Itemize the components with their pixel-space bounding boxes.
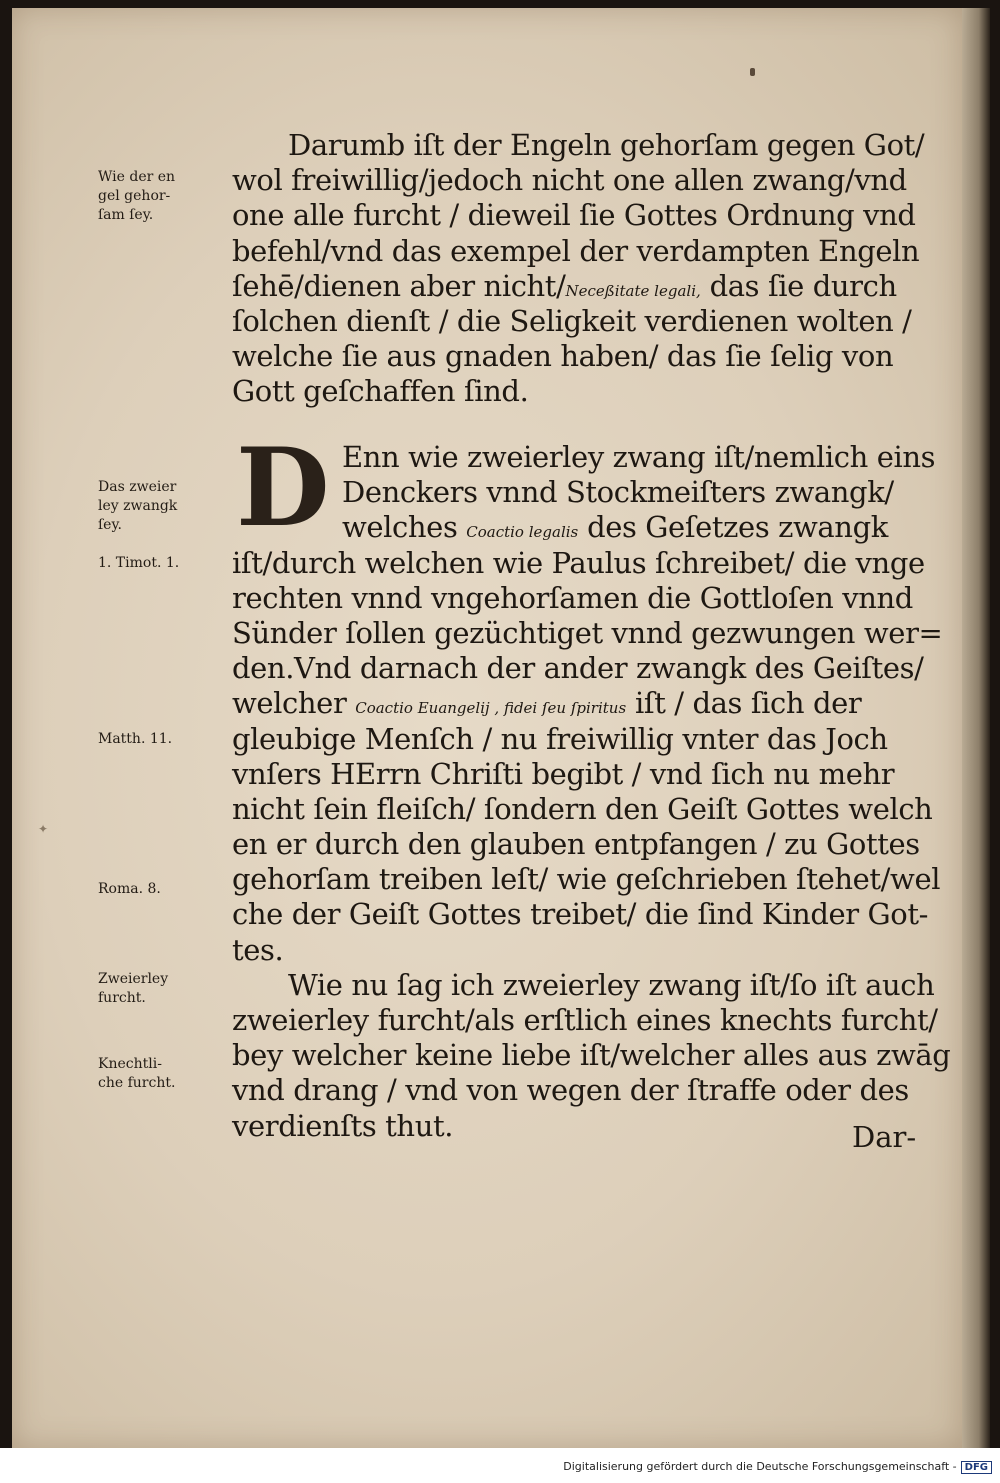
catchword: Dar- <box>852 1120 917 1154</box>
text-line <box>232 686 952 721</box>
marginal-line: furcht. <box>98 990 146 1006</box>
latin-gloss: Coactio Euangelij , fidei ſeu ſpiritus <box>355 699 627 718</box>
text-line: wol freiwillig/jedoch nicht one allen zwang/vnd <box>232 163 907 198</box>
marginal-line: gel gehor- <box>98 188 171 204</box>
text-line: Gott geſchaffen ſind. <box>232 374 529 409</box>
marginal-line: Knechtli- <box>98 1056 162 1072</box>
marginal-note <box>98 168 228 225</box>
text-line: gehorſam treiben leſt/ wie geſchrieben ſtehet/wel <box>232 862 941 897</box>
latin-gloss: Neceßitate legali, <box>565 281 701 300</box>
text-line: bey welcher keine liebe iſt/welcher alles aus zwāg <box>232 1038 951 1073</box>
text-line: che der Geiſt Gottes treibet/ die ſind Kinder Got- <box>232 897 929 932</box>
paragraph-1 <box>232 128 952 410</box>
text-fragment: welches <box>342 510 467 545</box>
text-line: nicht ſein fleiſch/ ſondern den Geiſt Gottes welch <box>232 791 933 826</box>
ink-speck <box>750 68 755 76</box>
text-line: tes. <box>232 932 284 967</box>
text-line: iſt/durch welchen wie Paulus ſchreibet/ die vnge <box>232 545 925 580</box>
text-fragment: ſehē/dienen aber nicht/ <box>232 268 566 303</box>
marginal-line: Zweierley <box>98 971 169 987</box>
marginal-note <box>98 1055 228 1093</box>
text-line: rechten vnnd vngehorſamen die Gottloſen vnnd <box>232 580 913 615</box>
page-edge <box>962 8 990 1448</box>
decorated-initial: D <box>236 425 330 551</box>
text-line: vnd drang / vnd von wegen der ſtraffe oder des <box>232 1073 909 1108</box>
text-line: befehl/vnd das exempel der verdampten Engeln <box>232 233 920 268</box>
ink-smudge: ✦ <box>38 822 49 836</box>
marginal-note <box>98 970 228 1008</box>
text-line: Darumb iſt der Engeln gehorſam gegen Got/ <box>288 128 925 162</box>
text-line: vnſers HErrn Chriſti begibt / vnd ſich nu mehr <box>232 756 895 791</box>
funding-footer <box>563 1460 992 1474</box>
text-line: Denckers vnnd Stockmeiſters zwangk/ <box>342 475 894 510</box>
text-fragment: des Geſetzes zwangk <box>578 510 888 545</box>
paragraph-2 <box>232 425 952 1144</box>
text-line: Wie nu ſag ich zweierley zwang iſt/ſo iſt auch <box>288 967 935 1002</box>
text-fragment: iſt / das ſich der <box>626 686 862 721</box>
text-line <box>232 510 952 545</box>
footer-text: Digitalisierung gefördert durch die Deutsche Forschungsgemeinschaft - <box>563 1460 957 1473</box>
marginal-reference: 1. Timot. 1. <box>98 555 180 571</box>
text-fragment: das ſie durch <box>700 268 897 303</box>
marginal-reference: Matth. 11. <box>98 731 173 747</box>
marginal-reference: Roma. 8. <box>98 881 161 897</box>
text-line: one alle furcht / dieweil ſie Gottes Ordnung vnd <box>232 198 916 233</box>
text-line: Sünder ſollen gezüchtiget vnnd gezwungen wer= <box>232 615 943 650</box>
text-line: welche ſie aus gnaden haben/ das ſie ſelig von <box>232 339 894 374</box>
marginal-note <box>98 478 228 535</box>
text-line: gleubige Menſch / nu freiwillig vnter das Joch <box>232 721 888 756</box>
dfg-logo: DFG <box>961 1461 992 1474</box>
text-line: den.Vnd darnach der ander zwangk des Geiſtes/ <box>232 651 924 686</box>
marginal-line: ſam ſey. <box>98 207 154 223</box>
text-line: ſolchen dienſt / die Seligkeit verdienen wolten / <box>232 303 912 338</box>
text-fragment: welcher <box>232 686 356 721</box>
latin-gloss: Coactio legalis <box>466 523 579 542</box>
marginal-line: che furcht. <box>98 1075 176 1091</box>
text-line: en er durch den glauben entpfangen / zu Gottes <box>232 827 920 862</box>
text-line <box>232 269 952 304</box>
marginal-line: ley zwangk <box>98 498 178 514</box>
marginal-line: ſey. <box>98 517 122 533</box>
marginal-line: Wie der en <box>98 169 176 185</box>
text-line: zweierley furcht/als erſtlich eines knechts furcht/ <box>232 1003 938 1037</box>
text-line: Enn wie zweierley zwang iſt/nemlich eins <box>342 440 936 474</box>
text-line: verdienſts thut. <box>232 1108 454 1143</box>
marginal-line: Das zweier <box>98 479 177 495</box>
